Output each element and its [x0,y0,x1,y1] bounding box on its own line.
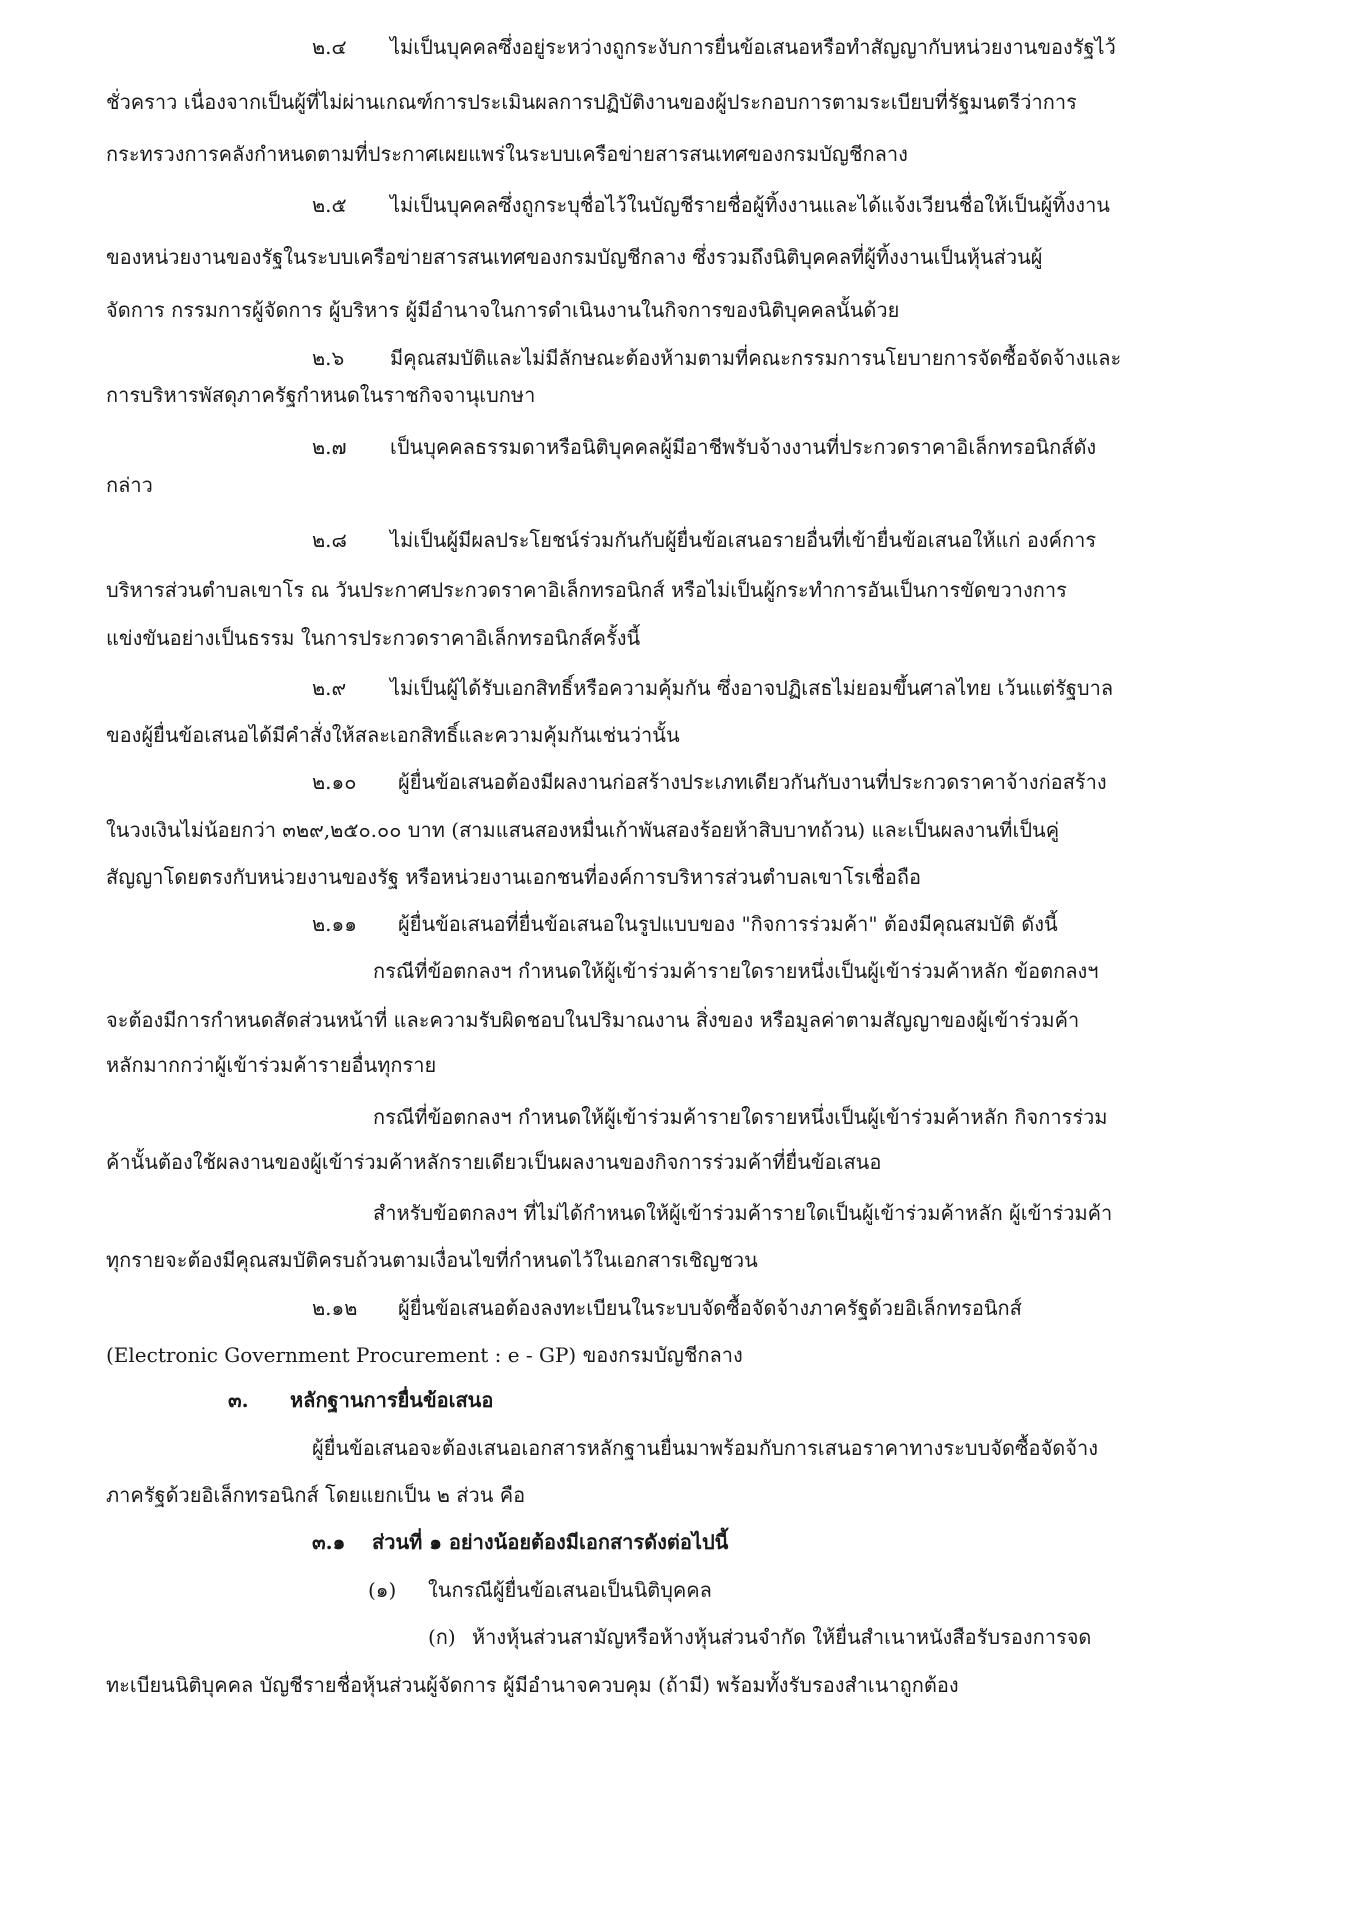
paragraph-line: กล่าว [106,473,153,497]
sub-item-number: (๑) [368,1578,397,1602]
paragraph-line: ในวงเงินไม่น้อยกว่า ๓๒๙,๒๕๐.๐๐ บาท (สามแสนสองหมื่นเก้าพันสองร้อยห้าสิบบาทถ้วน) และเป็นผลงานที่เป็นคู่ [106,818,1060,842]
paragraph-line: ทุกรายจะต้องมีคุณสมบัติครบถ้วนตามเงื่อนไขที่กำหนดไว้ในเอกสารเชิญชวน [106,1248,758,1272]
item-number: ๒.๘ [312,528,347,552]
paragraph-line: ไม่เป็นผู้ได้รับเอกสิทธิ์หรือความคุ้มกัน ซึ่งอาจปฏิเสธไม่ยอมขึ้นศาลไทย เว้นแต่รัฐบาล [390,676,1114,700]
paragraph-line: ผู้ยื่นข้อเสนอจะต้องเสนอเอกสารหลักฐานยื่นมาพร้อมกับการเสนอราคาทางระบบจัดซื้อจัดจ้าง [312,1436,1098,1460]
paragraph-line: ผู้ยื่นข้อเสนอต้องมีผลงานก่อสร้างประเภทเดียวกันกับงานที่ประกวดราคาจ้างก่อสร้าง [398,770,1107,794]
paragraph-line: กระทรวงการคลังกำหนดตามที่ประกาศเผยแพร่ในระบบเครือข่ายสารสนเทศของกรมบัญชีกลาง [106,142,908,166]
paragraph-line: กรณีที่ข้อตกลงฯ กำหนดให้ผู้เข้าร่วมค้ารายใดรายหนึ่งเป็นผู้เข้าร่วมค้าหลัก ข้อตกลงฯ [373,959,1099,983]
paragraph-line: มีคุณสมบัติและไม่มีลักษณะต้องห้ามตามที่คณะกรรมการนโยบายการจัดซื้อจัดจ้างและ [390,346,1122,370]
paragraph-line: ในกรณีผู้ยื่นข้อเสนอเป็นนิติบุคคล [428,1578,712,1602]
section-number: ๓. [228,1388,249,1412]
paragraph-line: จัดการ กรรมการผู้จัดการ ผู้บริหาร ผู้มีอำนาจในการดำเนินงานในกิจการของนิติบุคคลนั้นด้วย [106,298,900,322]
section-title: ส่วนที่ ๑ อย่างน้อยต้องมีเอกสารดังต่อไปนี้ [372,1530,729,1554]
paragraph-line: ผู้ยื่นข้อเสนอต้องลงทะเบียนในระบบจัดซื้อจัดจ้างภาครัฐด้วยอิเล็กทรอนิกส์ [398,1296,1022,1320]
item-number: ๒.๑๑ [312,912,357,936]
paragraph-line: สัญญาโดยตรงกับหน่วยงานของรัฐ หรือหน่วยงานเอกชนที่องค์การบริหารส่วนตำบลเขาโรเชื่อถือ [106,865,921,889]
paragraph-line: ทะเบียนนิติบุคคล บัญชีรายชื่อหุ้นส่วนผู้จัดการ ผู้มีอำนาจควบคุม (ถ้ามี) พร้อมทั้งรับรองสำเนาถูกต้อง [106,1673,959,1697]
paragraph-line: ของหน่วยงานของรัฐในระบบเครือข่ายสารสนเทศของกรมบัญชีกลาง ซึ่งรวมถึงนิติบุคคลที่ผู้ทิ้งงานเป็นหุ้นส่วนผู้ [106,245,1043,269]
paragraph-line: แข่งขันอย่างเป็นธรรม ในการประกวดราคาอิเล็กทรอนิกส์ครั้งนี้ [106,626,641,650]
item-number: ๒.๗ [312,435,347,459]
section-number: ๓.๑ [312,1530,346,1554]
paragraph-line: เป็นบุคคลธรรมดาหรือนิติบุคคลผู้มีอาชีพรับจ้างงานที่ประกวดราคาอิเล็กทรอนิกส์ดัง [390,435,1097,459]
paragraph-line: สำหรับข้อตกลงฯ ที่ไม่ได้กำหนดให้ผู้เข้าร่วมค้ารายใดเป็นผู้เข้าร่วมค้าหลัก ผู้เข้าร่วมค้า [373,1201,1113,1225]
item-number: ๒.๑๐ [312,770,357,794]
paragraph-line: ไม่เป็นบุคคลซึ่งถูกระบุชื่อไว้ในบัญชีรายชื่อผู้ทิ้งงานและได้แจ้งเวียนชื่อให้เป็นผู้ทิ้งงาน [390,193,1110,217]
paragraph-line: ไม่เป็นบุคคลซึ่งอยู่ระหว่างถูกระงับการยื่นข้อเสนอหรือทำสัญญากับหน่วยงานของรัฐไว้ [390,35,1116,59]
item-number: ๒.๕ [312,193,347,217]
item-number: ๒.๙ [312,676,347,700]
sub-item-number: (ก) [428,1625,456,1649]
paragraph-line: หลักมากกว่าผู้เข้าร่วมค้ารายอื่นทุกราย [106,1053,437,1077]
paragraph-line: ภาครัฐด้วยอิเล็กทรอนิกส์ โดยแยกเป็น ๒ ส่วน คือ [106,1483,526,1507]
paragraph-line: การบริหารพัสดุภาครัฐกำหนดในราชกิจจานุเบกษา [106,383,536,407]
paragraph-line: ห้างหุ้นส่วนสามัญหรือห้างหุ้นส่วนจำกัด ให้ยื่นสำเนาหนังสือรับรองการจด [472,1625,1092,1649]
paragraph-line: บริหารส่วนตำบลเขาโร ณ วันประกาศประกวดราคาอิเล็กทรอนิกส์ หรือไม่เป็นผู้กระทำการอันเป็นการขัดขวางการ [106,578,1067,602]
paragraph-line: ผู้ยื่นข้อเสนอที่ยื่นข้อเสนอในรูปแบบของ "กิจการร่วมค้า" ต้องมีคุณสมบัติ ดังนี้ [398,912,1058,936]
paragraph-line: ชั่วคราว เนื่องจากเป็นผู้ที่ไม่ผ่านเกณฑ์การประเมินผลการปฏิบัติงานของผู้ประกอบการตามระเบียบที่รัฐมนตรีว่าการ [106,90,1077,114]
section-title: หลักฐานการยื่นข้อเสนอ [290,1388,494,1412]
paragraph-line: ไม่เป็นผู้มีผลประโยชน์ร่วมกันกับผู้ยื่นข้อเสนอรายอื่นที่เข้ายื่นข้อเสนอให้แก่ องค์การ [390,528,1097,552]
paragraph-line: กรณีที่ข้อตกลงฯ กำหนดให้ผู้เข้าร่วมค้ารายใดรายหนึ่งเป็นผู้เข้าร่วมค้าหลัก กิจการร่วม [373,1105,1108,1129]
paragraph-line: ของผู้ยื่นข้อเสนอได้มีคำสั่งให้สละเอกสิทธิ์และความคุ้มกันเช่นว่านั้น [106,723,680,747]
item-number: ๒.๖ [312,346,345,370]
item-number: ๒.๑๒ [312,1296,358,1320]
paragraph-line: (Electronic Government Procurement : e - GP) ของกรมบัญชีกลาง [106,1343,743,1367]
paragraph-line: ค้านั้นต้องใช้ผลงานของผู้เข้าร่วมค้าหลักรายเดียวเป็นผลงานของกิจการร่วมค้าที่ยื่นข้อเสนอ [106,1150,882,1174]
item-number: ๒.๔ [312,35,347,59]
paragraph-line: จะต้องมีการกำหนดสัดส่วนหน้าที่ และความรับผิดชอบในปริมาณงาน สิ่งของ หรือมูลค่าตามสัญญาของผู้เข้าร่วมค้า [106,1008,1080,1032]
